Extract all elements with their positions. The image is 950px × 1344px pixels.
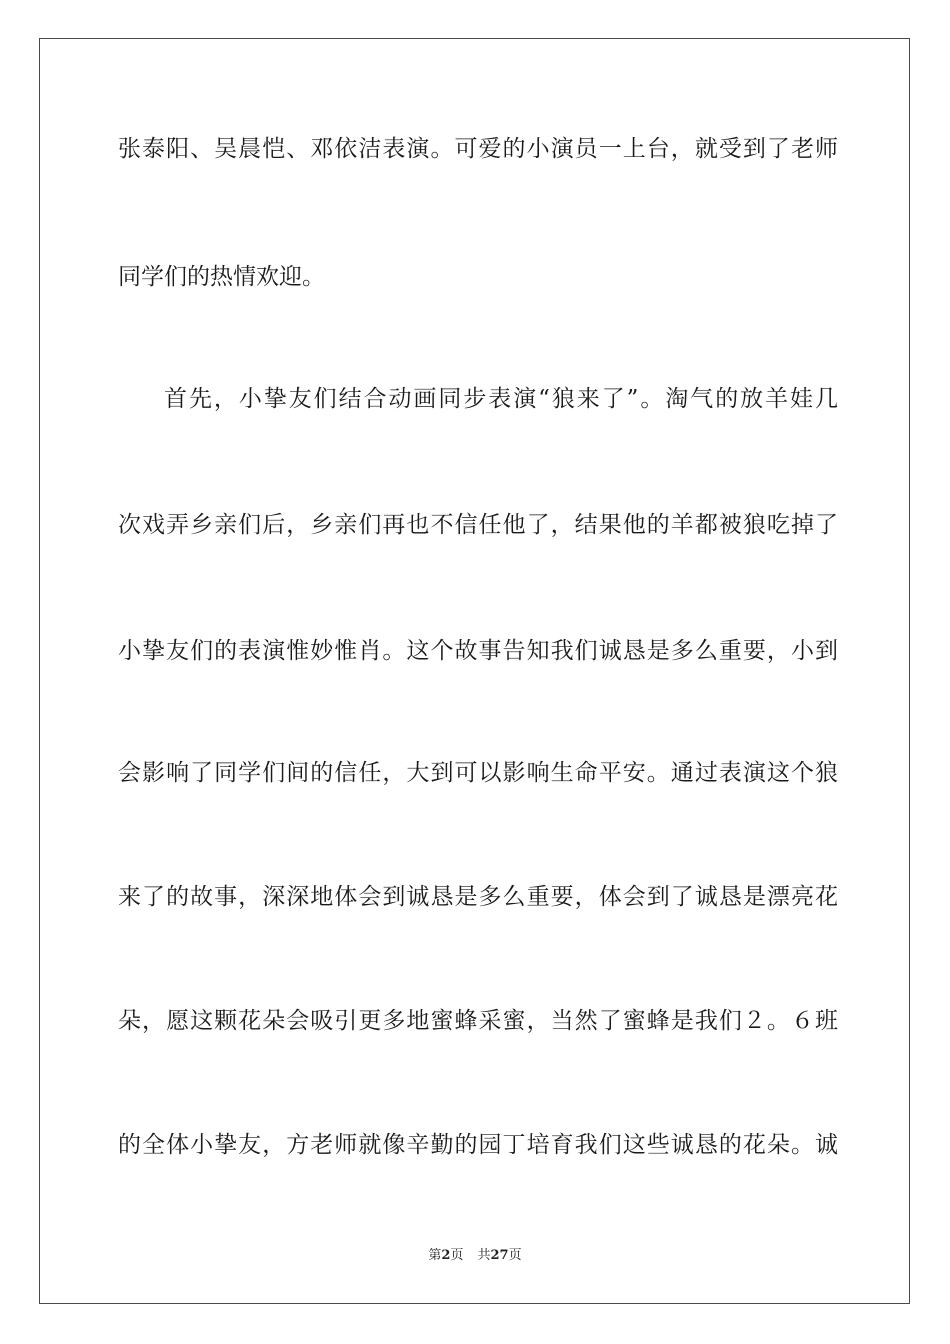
paragraph-2-line-6: 朵，愿这颗花朵会吸引更多地蜜蜂采蜜，当然了蜜蜂是我们２。６班 <box>118 1008 838 1034</box>
footer-total-prefix: 共 <box>477 1248 491 1263</box>
footer-page-prefix: 第 <box>428 1248 442 1263</box>
body-text-line-2: 同学们的热情欢迎。 <box>118 264 325 290</box>
paragraph-2-line-3: 小挚友们的表演惟妙惟肖。这个故事告知我们诚恳是多么重要，小到 <box>118 638 838 664</box>
paragraph-2-line-1: 首先，小挚友们结合动画同步表演“狼来了”。淘气的放羊娃几 <box>164 386 838 412</box>
footer-page-suffix: 页 <box>450 1248 464 1263</box>
paragraph-2-line-5: 来了的故事，深深地体会到诚恳是多么重要，体会到了诚恳是漂亮花 <box>118 884 838 910</box>
footer-page-number: 2 <box>441 1248 451 1263</box>
page-footer <box>0 1247 950 1265</box>
paragraph-2-line-2: 次戏弄乡亲们后，乡亲们再也不信任他了，结果他的羊都被狼吃掉了 <box>118 512 838 538</box>
footer-total-suffix: 页 <box>508 1248 522 1263</box>
page-frame <box>39 38 910 1304</box>
paragraph-2-line-7: 的全体小挚友，方老师就像辛勤的园丁培育我们这些诚恳的花朵。诚 <box>118 1132 838 1158</box>
footer-total-pages: 27 <box>490 1248 509 1263</box>
body-text-line-1: 张泰阳、吴晨恺、邓依洁表演。可爱的小演员一上台，就受到了老师 <box>118 136 838 162</box>
paragraph-2-line-4: 会影响了同学们间的信任，大到可以影响生命平安。通过表演这个狼 <box>118 760 838 786</box>
